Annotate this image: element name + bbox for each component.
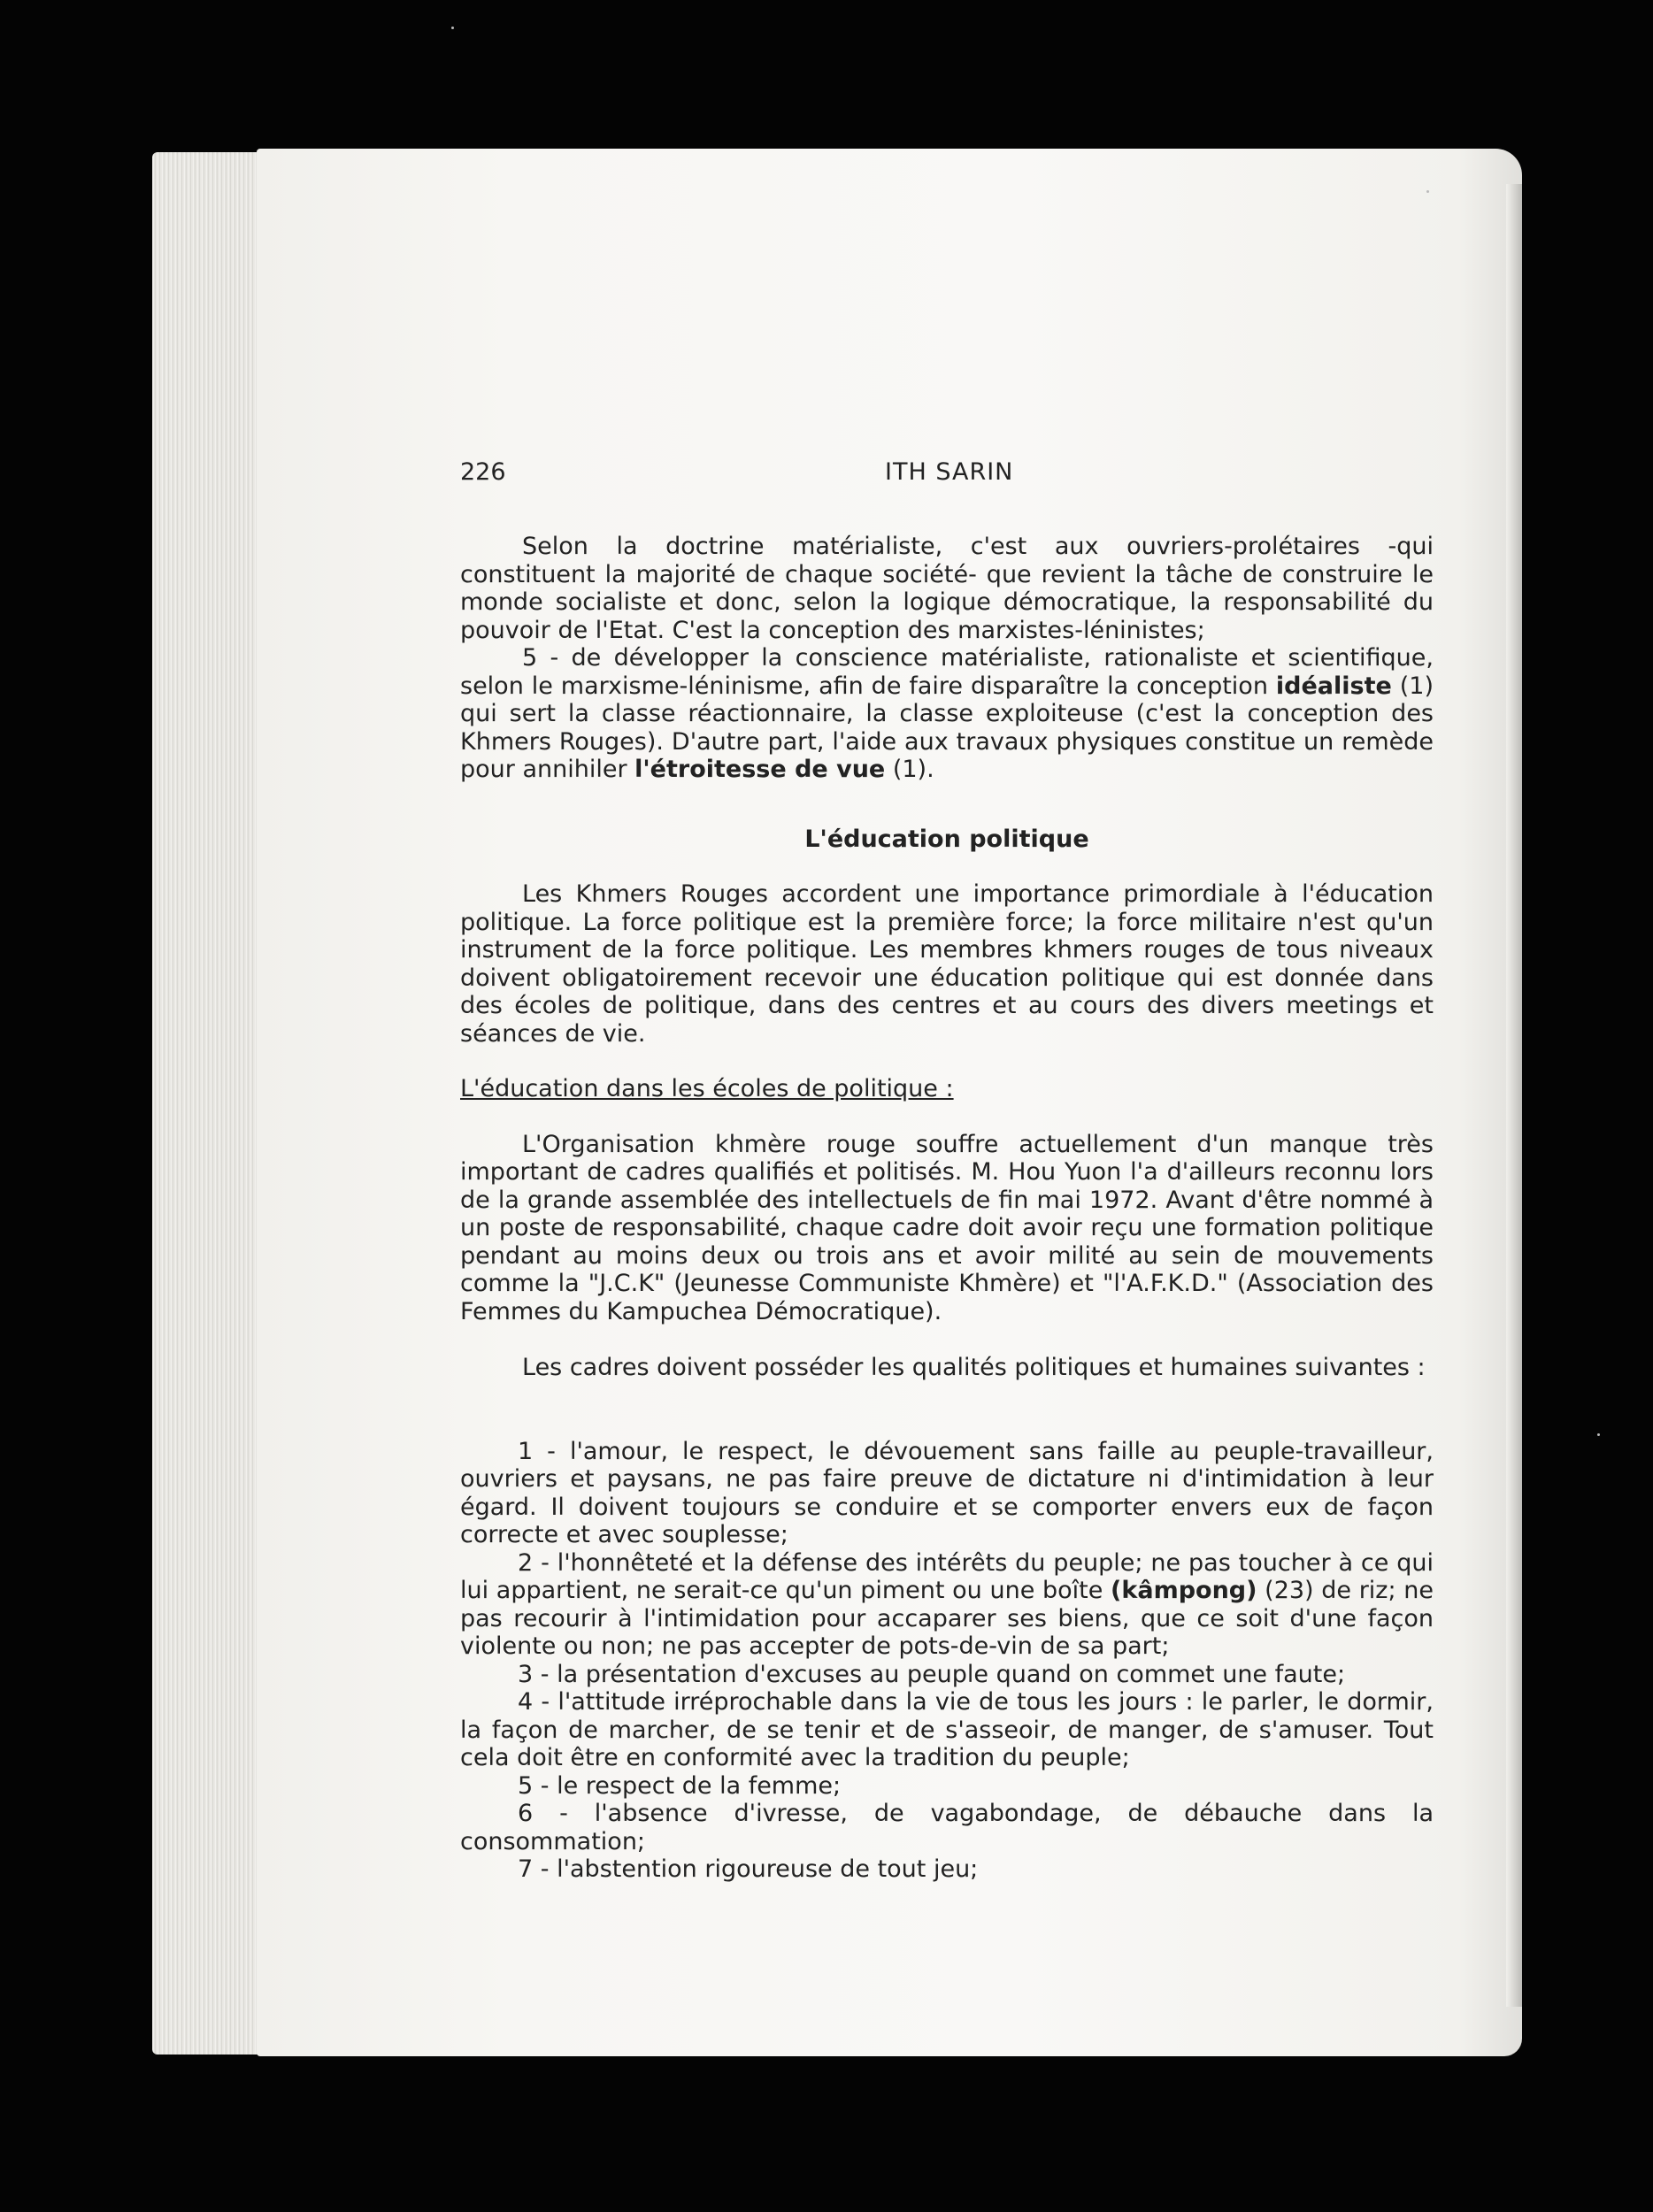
list-item-7: 7 - l'abstention rigoureuse de tout jeu;: [518, 1855, 979, 1883]
bold-term-etroitesse: l'étroitesse de vue: [634, 756, 886, 783]
section-heading: L'éducation politique: [804, 825, 1089, 853]
dust-speck: [1597, 1433, 1600, 1436]
bold-term-kampong: (kâmpong): [1111, 1577, 1257, 1604]
list-item-5: 5 - le respect de la femme;: [518, 1771, 842, 1800]
dust-speck: [451, 27, 454, 29]
list-item-2: 2 - l'honnêteté et la défense des intérêts du peuple; ne pas toucher à ce qui lui appartient, ne serait-ce qu'un piment ou une boîte (kâmpong) (23) de riz; ne pas recourir à l'intimidation pour accaparer ses biens, que ce soit d'une façon violente ou non; ne pas accepter de pots-de-vin de sa part;: [460, 1548, 1434, 1660]
paragraph-item-5: 5 - de développer la conscience matérialiste, rationaliste et scientifique, selon le marxisme-léninisme, afin de faire disparaître la conception idéaliste (1) qui sert la classe réactionnaire, la classe exploiteuse (c'est la conception des Khmers Rouges). D'autre part, l'aide aux travaux physiques constitue un remède pour annihiler l'étroitesse de vue (1).: [460, 644, 1434, 783]
list-item-4: 4 - l'attitude irréprochable dans la vie de tous les jours : le parler, le dormir, la façon de marcher, de se tenir et de s'asseoir, de manger, de s'amuser. Tout cela doit être en conformité avec la tradition du peuple;: [460, 1688, 1434, 1771]
paragraph-doctrine: Selon la doctrine matérialiste, c'est aux ouvriers-prolétaires -qui constituent la majorité de chaque société- que revient la tâche de construire le monde socialiste et donc, selon la logique démocratique, la responsabilité du pouvoir de l'Etat. C'est la conception des marxistes-léninistes;: [460, 533, 1434, 644]
list-item-6: 6 - l'absence d'ivresse, de vagabondage, de débauche dans la consommation;: [460, 1800, 1434, 1855]
book-page: [257, 149, 1522, 2056]
running-header: [460, 458, 1434, 487]
paragraph-qualities: Les cadres doivent posséder les qualités politiques et humaines suivantes :: [522, 1354, 1426, 1381]
bold-term-idealiste: idéaliste: [1275, 672, 1392, 700]
page-curl-shadow: [1506, 184, 1522, 2007]
page-number: 226: [460, 458, 506, 486]
list-item-1: 1 - l'amour, le respect, le dévouement sans faille au peuple-travailleur, ouvriers et paysans, ne pas faire preuve de dictature ni d'intimidation à leur égard. Il doivent toujours se conduire et se comporter envers eux de façon correcte et avec souplesse;: [460, 1437, 1434, 1548]
page-text: [460, 308, 1434, 1884]
list-item-3: 3 - la présentation d'excuses au peuple quand on commet une faute;: [518, 1660, 1346, 1688]
running-title: ITH SARIN: [885, 458, 1014, 486]
paragraph-organisation: L'Organisation khmère rouge souffre actuellement d'un manque très important de cadres qualifiés et politisés. M. Hou Yuon l'a d'ailleurs reconnu lors de la grande assemblée des intellectuels de fin mai 1972. Avant d'être nommé à un poste de responsabilité, chaque cadre doit avoir reçu une formation politique pendant au moins deux ou trois ans et avoir milité au sein de mouvements comme la "J.C.K" (Jeunesse Communiste Khmère) et "l'A.F.K.D." (Association des Femmes du Kampuchea Démocratique).: [460, 1130, 1434, 1325]
dust-speck: [1426, 190, 1429, 193]
paragraph-political-education: Les Khmers Rouges accordent une importance primordiale à l'éducation politique. La force politique est la première force; la force militaire n'est qu'un instrument de la force politique. Les membres khmers rouges de tous niveaux doivent obligatoirement recevoir une éducation politique qui est donnée dans des écoles de politique, dans des centres et au cours des divers meetings et séances de vie.: [460, 880, 1434, 1048]
subsection-heading: L'éducation dans les écoles de politique :: [460, 1075, 954, 1102]
